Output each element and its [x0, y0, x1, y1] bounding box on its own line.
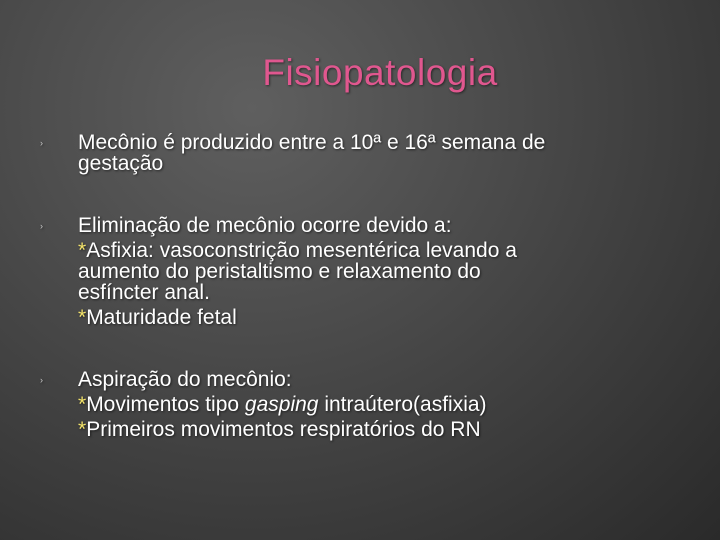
bullet-item-3	[40, 369, 700, 440]
asterisk-marker: *	[78, 239, 87, 262]
bullet-2-heading: Eliminação de mecônio ocorre devido a:	[78, 214, 452, 237]
bullet-2-sub-1	[78, 240, 700, 261]
bullet-marker-icon: ›	[40, 221, 43, 231]
bullet-list	[40, 132, 700, 440]
bullet-3-sub-1-italic: gasping	[244, 393, 319, 416]
bullet-2-sub-1-line-2: aumento do peristaltismo e relaxamento do	[78, 260, 481, 283]
bullet-3-sub-1-post: intraútero(asfixia)	[318, 393, 487, 416]
slide-title: Fisiopatologia	[262, 52, 498, 93]
bullet-2-sub-1-line-3: esfíncter anal.	[78, 281, 210, 304]
bullet-marker-icon: ›	[40, 138, 43, 148]
bullet-3-sub-1-pre: Movimentos tipo	[86, 393, 245, 416]
bullet-2-sub-2-text: Maturidade fetal	[86, 306, 237, 329]
asterisk-marker: *	[78, 306, 87, 329]
bullet-1-line-2: gestação	[78, 152, 164, 175]
bullet-item-1	[40, 132, 700, 174]
asterisk-marker: *	[78, 393, 87, 416]
bullet-item-2	[40, 215, 700, 328]
asterisk-marker: *	[78, 418, 87, 441]
bullet-3-sub-2	[78, 419, 700, 440]
bullet-2-sub-1-line-1: Asfixia: vasoconstrição mesentérica levando a	[86, 239, 517, 262]
bullet-2-sub-2	[78, 307, 700, 328]
bullet-marker-icon: ›	[40, 375, 43, 385]
bullet-3-sub-1	[78, 394, 700, 415]
bullet-3-sub-2-text: Primeiros movimentos respiratórios do RN	[86, 418, 481, 441]
bullet-3-heading: Aspiração do mecônio:	[78, 368, 292, 391]
bullet-1-line-1: Mecônio é produzido entre a 10ª e 16ª semana de	[78, 131, 546, 154]
